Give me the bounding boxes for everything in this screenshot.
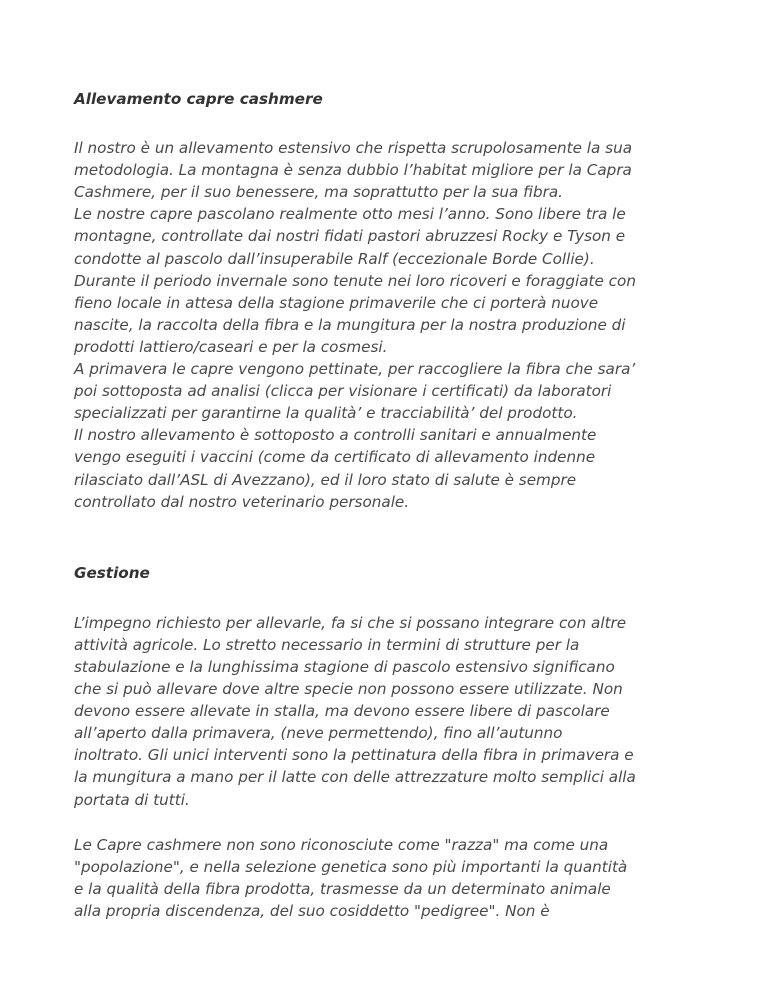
section-heading-gestione: Gestione	[74, 563, 150, 582]
section-2-paragraph-1: L’impegno richiesto per allevarle, fa si che si possano integrare con altre attività agricole. Lo stretto necessario in termini di strutture per la stabulazione e la lunghissima stagione di pascolo estensivo significano che si può allevare dove altre specie non possono essere utilizzate. Non devono essere allevate in stalla, ma devono essere libere di pascolare all’aperto dalla primavera, (neve permettendo), fino all’autunno inoltrato. Gli unici interventi sono la pettinatura della fibra in primavera e la mungitura a mano per il latte con delle attrezzature molto semplici alla portata di tutti.	[74, 613, 636, 809]
document-page	[74, 88, 714, 922]
section-2-paragraph-2: Le Capre cashmere non sono riconosciute come "razza" ma come una "popolazione", e nella selezione genetica sono più importanti la quantità e la qualità della fibra prodotta, trasmesse da un determinato animale alla propria discendenza, del suo cosiddetto "pedigree". Non è	[74, 835, 628, 920]
section-heading-allevamento: Allevamento capre cashmere	[74, 90, 323, 108]
section-1-body: Il nostro è un allevamento estensivo che rispetta scrupolosamente la sua metodologia. La montagna è senza dubbio l’habitat migliore per la Capra Cashmere, per il suo benessere, ma soprattutto per la sua fibra. Le nostre capre pascolano realmente otto mesi l’anno. Sono libere tra le montagne, controllate dai nostri fidati pastori abruzzesi Rocky e Tyson e condotte al pascolo dall’insuperabile Ralf (eccezionale Borde Collie). Durante il periodo invernale sono tenute nei loro ricoveri e foraggiate con fieno locale in attesa della stagione primaverile che ci porterà nuove nascite, la raccolta della fibra e la mungitura per la nostra produzione di prodotti lattiero/caseari e per la cosmesi. A primavera le capre vengono pettinate, per raccogliere la fibra che sara’ poi sottoposta ad analisi (clicca per visionare i certificati) da laboratori specializzati per garantirne la qualità’ e tracciabilità’ del prodotto. Il nostro allevamento è sottoposto a controlli sanitari e annualmente vengo eseguiti i vaccini (come da certificato di allevamento indenne rilasciato dall’ASL di Avezzano), ed il loro stato di salute è sempre controllato dal nostro veterinario personale.	[74, 139, 636, 511]
